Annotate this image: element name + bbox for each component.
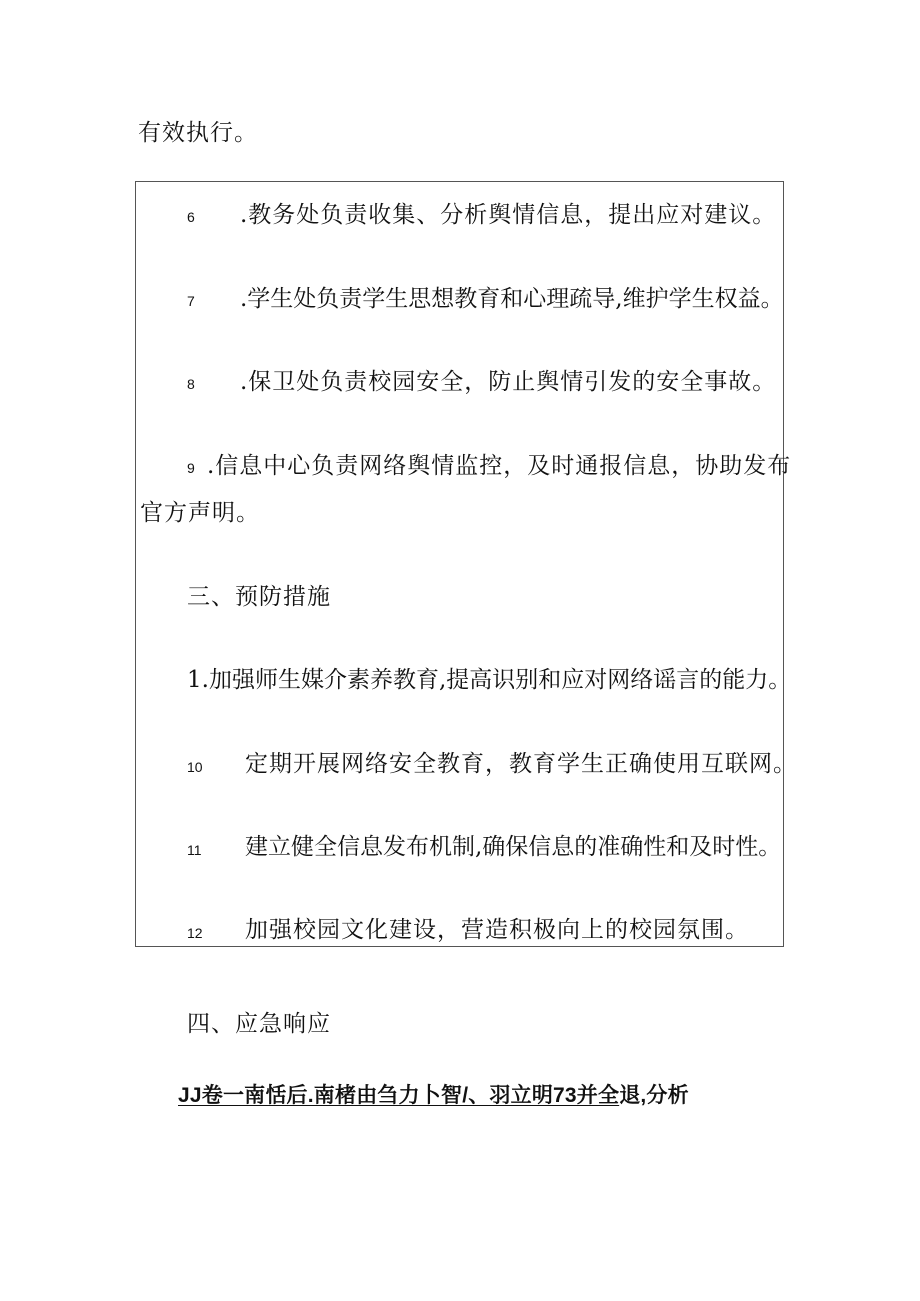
list-item-number: 9	[187, 460, 195, 476]
intro-tail-text: 有效执行。	[138, 120, 258, 146]
list-item-text: 1.加强师生媒介素养教育,提高识别和应对网络谣言的能力。	[187, 667, 792, 693]
list-item-text: .教务处负责收集、分析舆情信息，提出应对建议。	[240, 202, 777, 228]
list-item-number: 12	[187, 925, 203, 941]
list-item-text: .保卫处负责校园安全，防止舆情引发的安全事故。	[240, 369, 777, 395]
list-item-number: 7	[187, 293, 195, 309]
list-item-number: 8	[187, 376, 195, 392]
garbled-text-underlined: JJ卷一南恬后.南楮由刍力卜智/、羽立明73并全	[178, 1084, 620, 1107]
section-heading: 四、应急响应	[187, 1011, 331, 1037]
list-item-number: 11	[187, 842, 202, 858]
list-item-text: 建立健全信息发布机制,确保信息的准确性和及时性。	[245, 834, 782, 860]
garbled-text-rest: 退,分析	[619, 1084, 689, 1107]
list-item-text: 定期开展网络安全教育，教育学生正确使用互联网。	[245, 751, 797, 777]
garbled-text-line	[178, 1079, 689, 1109]
list-item-text: .学生处负责学生思想教育和心理疏导,维护学生权益。	[240, 286, 784, 312]
list-item-number: 6	[187, 209, 195, 225]
section-heading: 三、预防措施	[187, 584, 331, 610]
list-item-text: 加强校园文化建设，营造积极向上的校园氛围。	[245, 917, 749, 943]
list-item-number: 10	[187, 759, 203, 775]
list-item-continuation: 官方声明。	[140, 500, 260, 526]
list-item-text: .信息中心负责网络舆情监控，及时通报信息，协助发布	[207, 453, 792, 479]
